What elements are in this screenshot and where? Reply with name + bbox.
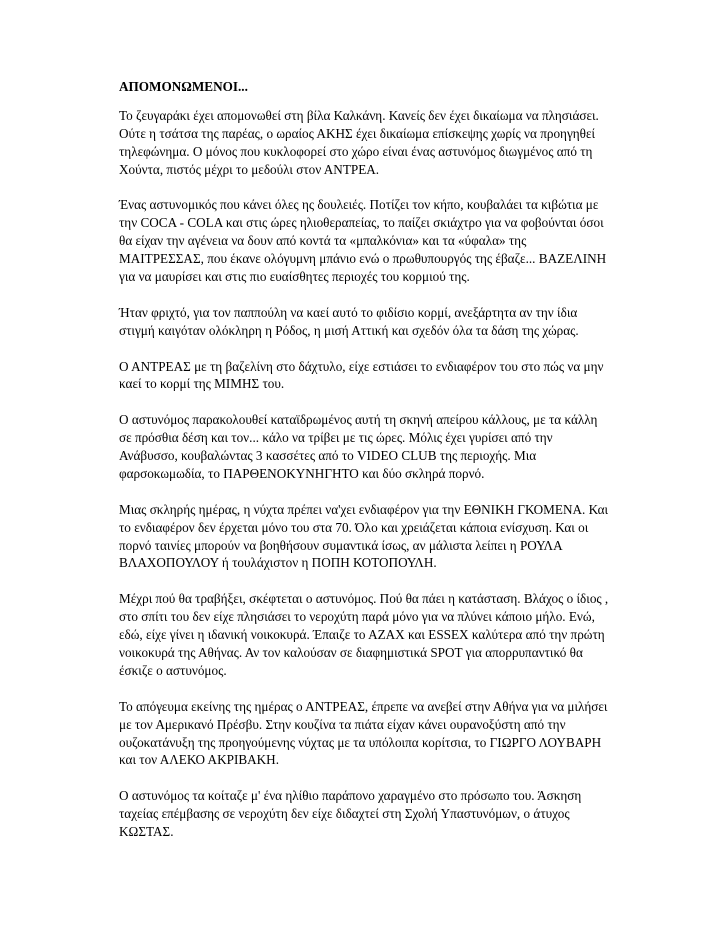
paragraph-9: Ο αστυνόμος τα κοίταζε μ' ένα ηλίθιο παράπονο χαραγμένο στο πρόσωπο του. Άσκηση ταχείας επέμβασης σε νεροχύτη δεν είχε διδαχτεί στη Σχολή Υπαστυνόμων, ο άτυχος ΚΩΣΤΑΣ.: [119, 788, 582, 840]
paragraph-1: Το ζευγαράκι έχει απομονωθεί στη βίλα Καλκάνη. Κανείς δεν έχει δικαίωμα να πλησιάσει. Ούτε η τσάτσα της παρέας, ο ωραίος ΑΚΗΣ έχει δικαίωμα επίσκεψης χωρίς να προηγηθεί τηλεφώνημα. Ο μόνος που κυκλοφορεί στο χώρο είναι ένας αστυνόμος διωγμένος από τη Χούντα, πιστός μέχρι το μεδούλι στον ΑΝΤΡΕΑ.: [119, 107, 599, 177]
paragraph-5: Ο αστυνόμος παρακολουθεί καταϊδρωμένος αυτή τη σκηνή απείρου κάλλους, με τα κάλλη σε πρόσθια δέση και τον... κάλο να τρίβει με τις ώρες. Μόλις έχει γυρίσει από την Ανάβυσσο, κουβαλώντας 3 κασσέτες από το VIDEO CLUB της περιοχής. Μια φαρσοκωμωδία, το ΠΑΡΘΕΝΟΚΥΝΗΓΗΤΟ και δύο σκληρά πορνό.: [119, 412, 598, 481]
paragraph-6: Μιας σκληρής ημέρας, η νύχτα πρέπει να'χει ενδιαφέρον για την ΕΘΝΙΚΗ ΓΚΟΜΕΝΑ. Και το ενδιαφέρον δεν έρχεται μόνο του στα 70. Όλο και χρειάζεται κάποια ενίσχυση. Και οι πορνό ταινίες μπορούν να βοηθήσουν συμαντικά ίσως, αν μάλιστα λείπει η ΡΟΥΛΑ ΒΛΑΧΟΠΟΥΛΟΥ ή τουλάχιστον η ΠΟΠΗ ΚΟΤΟΠΟΥΛΗ.: [119, 501, 609, 571]
paragraph-4: Ο ΑΝΤΡΕΑΣ με τη βαζελίνη στο δάχτυλο, είχε εστιάσει το ενδιαφέρον του στο πώς να μην καεί το κορμί της ΜΙΜΗΣ του.: [119, 358, 604, 392]
document-title: ΑΠΟΜΟΝΩΜΕΝΟΙ...: [119, 79, 248, 94]
paragraph-7: Μέχρι πού θα τραβήξει, σκέφτεται ο αστυνόμος. Πού θα πάει η κατάσταση. Βλάχος ο ίδιος , στο σπίτι του δεν είχε πλησιάσει το νεροχύτη παρά μόνο για να πλύνει κάποιο μήλο. Ενώ, εδώ, είχε γίνει η ιδανική νοικοκυρά. Έπαιζε το ΑΖΑΧ και ESSEX καλύτερα από την πρώτη νοικοκυρά της Αθήνας. Αν τον καλούσαν σε διαφημιστικά SPOT για απορρυπαντικό θα έσκιζε ο αστυνόμος.: [119, 591, 609, 678]
document-page: [119, 78, 609, 841]
paragraph-2: Ένας αστυνομικός που κάνει όλες ης δουλειές. Ποτίζει τον κήπο, κουβαλάει τα κιβώτια με την COCA - COLA και στις ώρες ηλιοθεραπείας, το παίζει σκιάχτρο για να φοβούνται όσοι θα είχαν την αγένεια να δουν από κοντά τα «μπαλκόνια» και τα «ύφαλα» της ΜΑΙΤΡΕΣΣΑΣ, που έκανε ολόγυμνη μπάνιο ενώ ο πρωθυπουργός της έβαζε... ΒΑΖΕΛΙΝΗ για να μαυρίσει και στις πιο ευαίσθητες περιοχές του κορμιού της.: [119, 197, 607, 285]
paragraph-3: Ήταν φριχτό, για τον παππούλη να καεί αυτό το φιδίσιο κορμί, ανεξάρτητα αν την ίδια στιγμή καιγόταν ολόκληρη η Ρόδος, η μισή Αττική και σχεδόν όλα τα δάση της χώρας.: [119, 304, 579, 338]
paragraph-8: Το απόγευμα εκείνης της ημέρας ο ΑΝΤΡΕΑΣ, έπρεπε να ανεβεί στην Αθήνα για να μιλήσει με τον Αμερικανό Πρέσβυ. Στην κουζίνα τα πιάτα είχαν κάνει ουρανοξύστη από την ουζοκατάνυξη της προηγούμενης νύχτας με τα υπόλοιπα κορίτσια, το ΓΙΩΡΓΟ ΛΟΥΒΑΡΗ και τον ΑΛΕΚΟ ΑΚΡΙΒΑΚΗ.: [119, 698, 608, 768]
